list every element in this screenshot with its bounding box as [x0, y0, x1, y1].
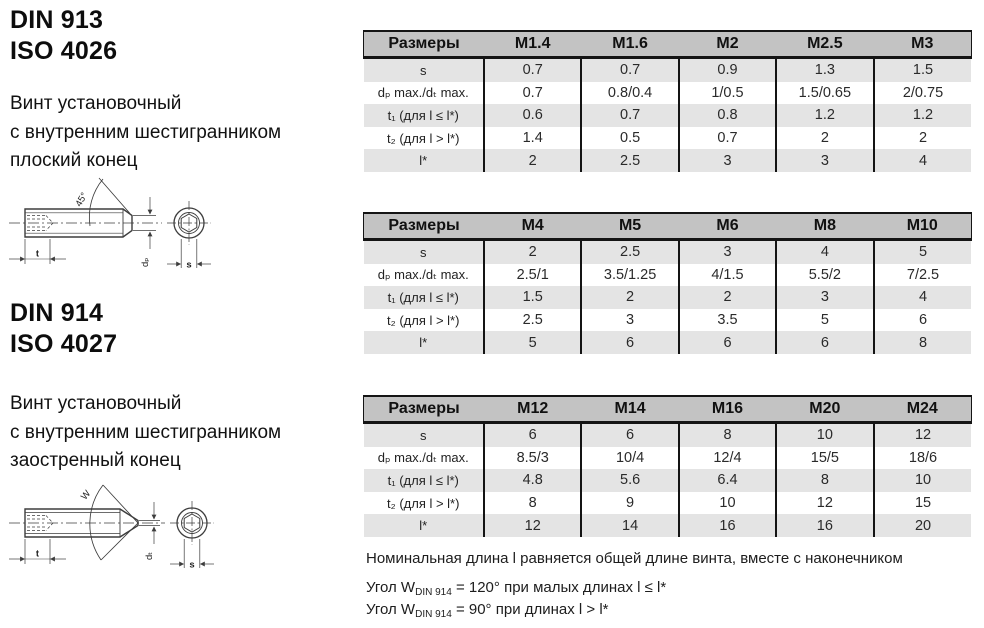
description-line: заостренный конец: [10, 450, 181, 471]
note-text: Угол W: [366, 601, 416, 618]
table-row: [364, 514, 972, 537]
dp-dimension-label: dₚ: [140, 257, 151, 267]
value-cell: 2: [484, 240, 581, 264]
value-cell: 0.6: [484, 104, 581, 127]
value-cell: 0.7: [484, 58, 581, 82]
description-line: Винт установочный: [10, 93, 182, 114]
value-cell: 12: [874, 423, 972, 447]
value-cell: 0.5: [581, 127, 678, 150]
value-cell: 0.8/0.4: [581, 82, 678, 105]
s-dimension-label: s: [186, 259, 192, 271]
row-label: dₚ max./dₜ max.: [364, 82, 485, 105]
table-header-row: [364, 31, 972, 58]
table-header-row: [364, 396, 972, 423]
size-column-header: M1.4: [484, 31, 581, 58]
screw-side-view: [25, 209, 132, 237]
angle-w-label: W: [78, 488, 94, 503]
table-row: [364, 104, 972, 127]
end-view: [170, 501, 214, 545]
value-cell: 2.5: [581, 149, 678, 172]
size-column-header: M16: [679, 396, 776, 423]
note-angle-120: [366, 579, 666, 596]
standard-din-914: DIN 914: [10, 299, 104, 327]
size-column-header: M4: [484, 213, 581, 240]
value-cell: 3: [776, 149, 873, 172]
value-cell: 15/5: [776, 447, 873, 470]
row-label: s: [364, 240, 485, 264]
size-column-header: M5: [581, 213, 678, 240]
description-line: плоский конец: [10, 150, 138, 171]
row-label: s: [364, 58, 485, 82]
value-cell: 2/0.75: [874, 82, 972, 105]
din913-technical-drawing: [2, 168, 237, 273]
value-cell: 10: [874, 469, 972, 492]
table-row: [364, 127, 972, 150]
value-cell: 4/1.5: [679, 264, 776, 287]
row-label: l*: [364, 149, 485, 172]
value-cell: 16: [679, 514, 776, 537]
value-cell: 12/4: [679, 447, 776, 470]
value-cell: 4: [874, 149, 972, 172]
table-row: [364, 240, 972, 264]
value-cell: 4: [776, 240, 873, 264]
value-cell: 3.5/1.25: [581, 264, 678, 287]
value-cell: 1.2: [776, 104, 873, 127]
standard-iso-4027: ISO 4027: [10, 330, 118, 358]
table-row: [364, 286, 972, 309]
value-cell: 3: [776, 286, 873, 309]
standard-heading-din914: [10, 298, 117, 360]
table-header-row: [364, 213, 972, 240]
description-din914: [10, 390, 281, 476]
size-column-header: M1.6: [581, 31, 678, 58]
value-cell: 4.8: [484, 469, 581, 492]
dimension-column-header: Размеры: [364, 31, 485, 58]
t-dimension-label: t: [35, 548, 40, 560]
dimension-table-small-sizes: [363, 30, 972, 172]
row-label: t₁ (для l ≤ l*): [364, 469, 485, 492]
row-label: s: [364, 423, 485, 447]
value-cell: 6: [581, 331, 678, 354]
row-label: l*: [364, 514, 485, 537]
value-cell: 1.4: [484, 127, 581, 150]
value-cell: 1.5: [484, 286, 581, 309]
row-label: dₚ max./dₜ max.: [364, 447, 485, 470]
value-cell: 1.3: [776, 58, 873, 82]
row-label: t₁ (для l ≤ l*): [364, 286, 485, 309]
size-column-header: M8: [776, 213, 873, 240]
value-cell: 10/4: [581, 447, 678, 470]
table-row: [364, 331, 972, 354]
value-cell: 8: [679, 423, 776, 447]
table-row: [364, 309, 972, 332]
value-cell: 6.4: [679, 469, 776, 492]
value-cell: 5: [484, 331, 581, 354]
note-subscript: DIN 914: [415, 587, 452, 598]
table-row: [364, 82, 972, 105]
value-cell: 8.5/3: [484, 447, 581, 470]
table-row: [364, 469, 972, 492]
value-cell: 2.5: [581, 240, 678, 264]
standard-heading-din913: [10, 5, 117, 67]
table-row: [364, 492, 972, 515]
s-dimension-label: s: [189, 559, 195, 571]
value-cell: 8: [874, 331, 972, 354]
value-cell: 5.5/2: [776, 264, 873, 287]
row-label: t₂ (для l > l*): [364, 492, 485, 515]
value-cell: 8: [484, 492, 581, 515]
value-cell: 0.7: [581, 104, 678, 127]
description-din913: [10, 90, 281, 176]
value-cell: 12: [776, 492, 873, 515]
value-cell: 16: [776, 514, 873, 537]
note-text: Угол W: [366, 579, 416, 596]
value-cell: 1.5: [874, 58, 972, 82]
value-cell: 0.7: [581, 58, 678, 82]
table-row: [364, 447, 972, 470]
value-cell: 8: [776, 469, 873, 492]
row-label: t₂ (для l > l*): [364, 127, 485, 150]
value-cell: 10: [679, 492, 776, 515]
size-column-header: M20: [776, 396, 873, 423]
cone-angle-callout: [90, 485, 138, 560]
dimension-column-header: Размеры: [364, 213, 485, 240]
angle-45-label: 45°: [73, 190, 91, 209]
value-cell: 12: [484, 514, 581, 537]
value-cell: 15: [874, 492, 972, 515]
value-cell: 9: [581, 492, 678, 515]
value-cell: 1.5/0.65: [776, 82, 873, 105]
row-label: l*: [364, 331, 485, 354]
value-cell: 6: [874, 309, 972, 332]
value-cell: 6: [679, 331, 776, 354]
standard-din-913: DIN 913: [10, 6, 104, 34]
note-text: = 90° при длинах l > l*: [451, 601, 609, 618]
value-cell: 0.7: [484, 82, 581, 105]
chamfer-angle-callout: [89, 178, 130, 226]
dimension-table-medium-sizes: [363, 212, 972, 354]
value-cell: 2: [484, 149, 581, 172]
size-column-header: M3: [874, 31, 972, 58]
value-cell: 6: [484, 423, 581, 447]
value-cell: 2.5: [484, 309, 581, 332]
table-row: [364, 149, 972, 172]
description-line: Винт установочный: [10, 393, 182, 414]
size-column-header: M12: [484, 396, 581, 423]
value-cell: 0.8: [679, 104, 776, 127]
value-cell: 0.7: [679, 127, 776, 150]
din914-technical-drawing: [2, 476, 237, 576]
table-m12-m24: [363, 395, 972, 537]
table-m4-m10: [363, 212, 972, 354]
note-nominal-length: Номинальная длина l равняется общей длине винта, вместе с наконечником: [366, 550, 903, 567]
value-cell: 0.9: [679, 58, 776, 82]
value-cell: 5: [776, 309, 873, 332]
value-cell: 2: [874, 127, 972, 150]
table-row: [364, 264, 972, 287]
row-label: dₚ max./dₜ max.: [364, 264, 485, 287]
value-cell: 2.5/1: [484, 264, 581, 287]
end-view: [167, 201, 211, 245]
value-cell: 6: [776, 331, 873, 354]
value-cell: 4: [874, 286, 972, 309]
row-label: t₁ (для l ≤ l*): [364, 104, 485, 127]
standard-iso-4026: ISO 4026: [10, 37, 118, 65]
value-cell: 14: [581, 514, 678, 537]
size-column-header: M2.5: [776, 31, 873, 58]
dimension-table-large-sizes: [363, 395, 972, 537]
value-cell: 7/2.5: [874, 264, 972, 287]
value-cell: 3.5: [679, 309, 776, 332]
table-row: [364, 58, 972, 82]
table-m1.4-m3: [363, 30, 972, 172]
size-column-header: M24: [874, 396, 972, 423]
size-column-header: M2: [679, 31, 776, 58]
row-label: t₂ (для l > l*): [364, 309, 485, 332]
size-column-header: M6: [679, 213, 776, 240]
note-text: = 120° при малых длинах l ≤ l*: [451, 579, 667, 596]
note-angle-90: [366, 601, 609, 618]
value-cell: 5.6: [581, 469, 678, 492]
value-cell: 1/0.5: [679, 82, 776, 105]
value-cell: 10: [776, 423, 873, 447]
size-column-header: M14: [581, 396, 678, 423]
value-cell: 3: [581, 309, 678, 332]
dimension-column-header: Размеры: [364, 396, 485, 423]
value-cell: 2: [776, 127, 873, 150]
dt-dimension-label: dₜ: [144, 551, 155, 560]
value-cell: 3: [679, 240, 776, 264]
value-cell: 3: [679, 149, 776, 172]
description-line: с внутренним шестигранником: [10, 121, 282, 143]
value-cell: 6: [581, 423, 678, 447]
value-cell: 18/6: [874, 447, 972, 470]
description-line: с внутренним шестигранником: [10, 421, 282, 443]
table-row: [364, 423, 972, 447]
note-subscript: DIN 914: [415, 609, 452, 620]
t-dimension-label: t: [35, 248, 40, 260]
value-cell: 20: [874, 514, 972, 537]
value-cell: 2: [679, 286, 776, 309]
value-cell: 1.2: [874, 104, 972, 127]
value-cell: 2: [581, 286, 678, 309]
size-column-header: M10: [874, 213, 972, 240]
value-cell: 5: [874, 240, 972, 264]
